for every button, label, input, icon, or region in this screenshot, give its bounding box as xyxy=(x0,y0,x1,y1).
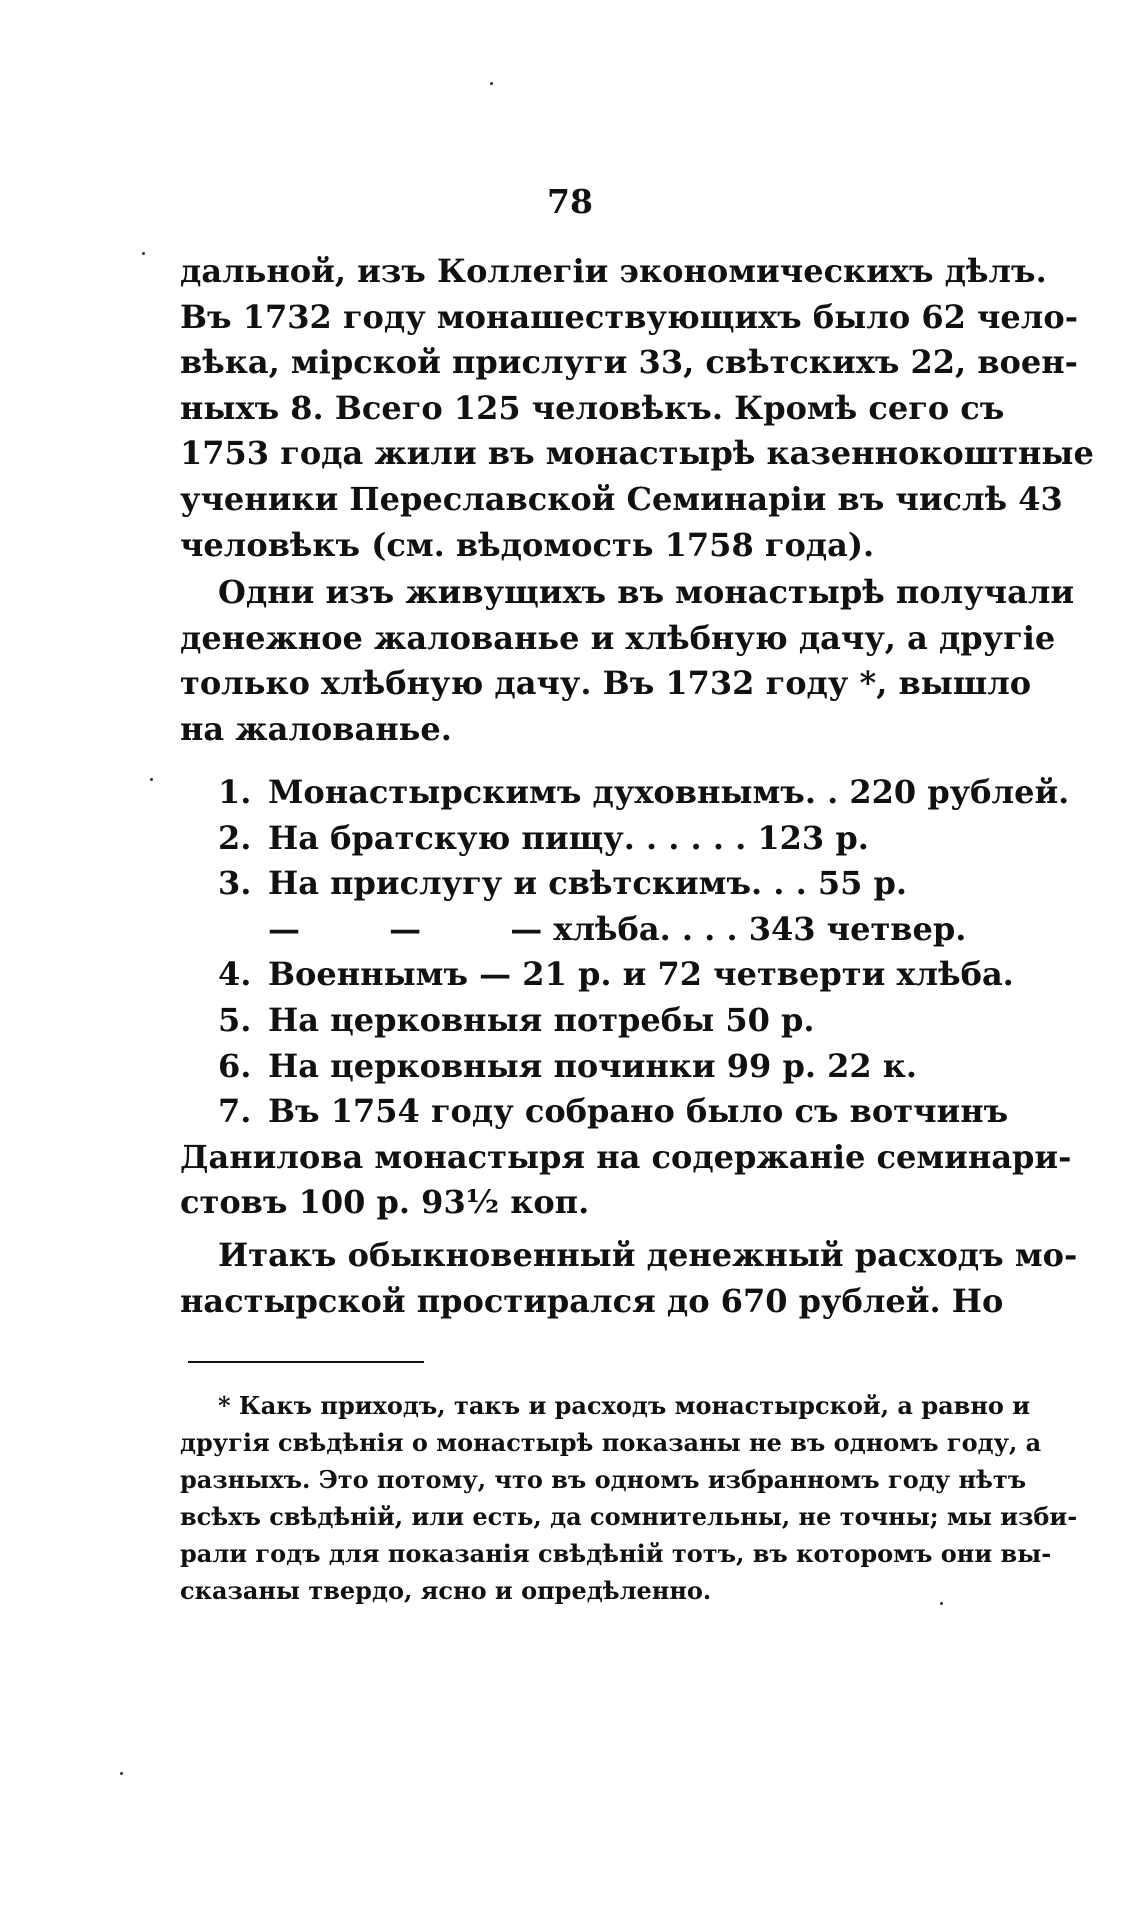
list-item xyxy=(180,1044,990,1090)
footnote-line: всѣхъ свѣдѣнiй, или есть, да сомнительны, не точны; мы изби- xyxy=(180,1502,1078,1531)
list-text: На прислугу и свѣтскимъ. . . 55 р. xyxy=(268,864,908,903)
text-line: Итакъ обыкновенный денежный расходъ мо- xyxy=(218,1236,1078,1274)
paragraph-continuation xyxy=(180,249,1094,568)
footnote-line: сказаны твердо, ясно и опредѣленно. xyxy=(180,1576,712,1605)
text-line: вѣка, мiрской прислуги 33, свѣтскихъ 22, воен- xyxy=(180,343,1078,382)
list-text: На братскую пищу. . . . . . 123 р. xyxy=(268,818,869,857)
footnote-line: * Какъ приходъ, такъ и расходъ монастырской, а равно и xyxy=(218,1391,1031,1420)
list-text: — — — хлѣба. . . . 343 четвер. xyxy=(268,909,967,948)
list-number: 6. xyxy=(218,1046,252,1085)
text-line: на жалованье. xyxy=(180,709,452,748)
list-item xyxy=(180,816,990,862)
list-item xyxy=(180,998,990,1044)
scan-speck xyxy=(150,778,153,781)
text-line: Данилова монастыря на содержанiе семинари- xyxy=(180,1137,1072,1176)
page-number: 78 xyxy=(547,182,593,221)
list-number: 2. xyxy=(218,818,252,857)
list-item xyxy=(180,907,990,953)
text-line: Одни изъ живущихъ въ монастырѣ получали xyxy=(218,573,1075,611)
text-line: ученики Переславской Семинарiи въ числѣ 43 xyxy=(180,479,1063,518)
text-line: дальной, изъ Коллегiи экономическихъ дѣлъ. xyxy=(180,252,1047,290)
footnote xyxy=(180,1387,1078,1609)
expense-list xyxy=(180,770,1072,1226)
text-line: Въ 1732 году монашествующихъ было 62 чело- xyxy=(180,297,1078,336)
list-item xyxy=(180,952,1014,998)
list-text: Военнымъ — 21 р. и 72 четверти хлѣба. xyxy=(268,955,1014,994)
list-number: 3. xyxy=(218,864,252,903)
list-text: На церковныя потребы 50 р. xyxy=(268,1000,815,1039)
list-item xyxy=(180,861,990,907)
footnote-rule xyxy=(188,1361,424,1363)
list-number: 1. xyxy=(218,773,252,811)
text-line: денежное жалованье и хлѣбную дачу, а другiе xyxy=(180,618,1056,657)
list-item xyxy=(180,770,1070,816)
text-line: только хлѣбную дачу. Въ 1732 году *, вышло xyxy=(180,664,1032,703)
footnote-line: другiя свѣдѣнiя о монастырѣ показаны не въ одномъ году, а xyxy=(180,1428,1042,1457)
list-number: 5. xyxy=(218,1000,252,1039)
text-line: ныхъ 8. Всего 125 человѣкъ. Кромѣ сего съ xyxy=(180,388,1005,427)
text-line: настырской простирался до 670 рублей. Но xyxy=(180,1281,1004,1320)
list-text: Монастырскимъ духовнымъ. . 220 рублей. xyxy=(268,773,1070,811)
scan-speck xyxy=(142,252,145,255)
list-text: Въ 1754 году собрано было съ вотчинъ xyxy=(268,1092,1009,1131)
footnote-line: разныхъ. Это потому, что въ одномъ избранномъ году нѣтъ xyxy=(180,1465,1027,1494)
list-item-7 xyxy=(180,1089,1009,1135)
list-text: На церковныя починки 99 р. 22 к. xyxy=(268,1046,918,1085)
text-line: 1753 года жили въ монастырѣ казеннокоштные xyxy=(180,434,1094,473)
footnote-line: рали годъ для показанiя свѣдѣнiй тотъ, въ которомъ они вы- xyxy=(180,1539,1052,1568)
paragraph-salaries xyxy=(180,570,1075,752)
scan-speck xyxy=(940,1602,943,1605)
list-number: 4. xyxy=(218,955,252,994)
text-line: стовъ 100 р. 93½ коп. xyxy=(180,1183,590,1222)
scan-speck xyxy=(490,82,493,85)
paragraph-total xyxy=(180,1233,1078,1324)
text-line: человѣкъ (см. вѣдомость 1758 года). xyxy=(180,525,875,564)
list-number: 7. xyxy=(218,1092,252,1131)
scan-speck xyxy=(120,1772,123,1775)
